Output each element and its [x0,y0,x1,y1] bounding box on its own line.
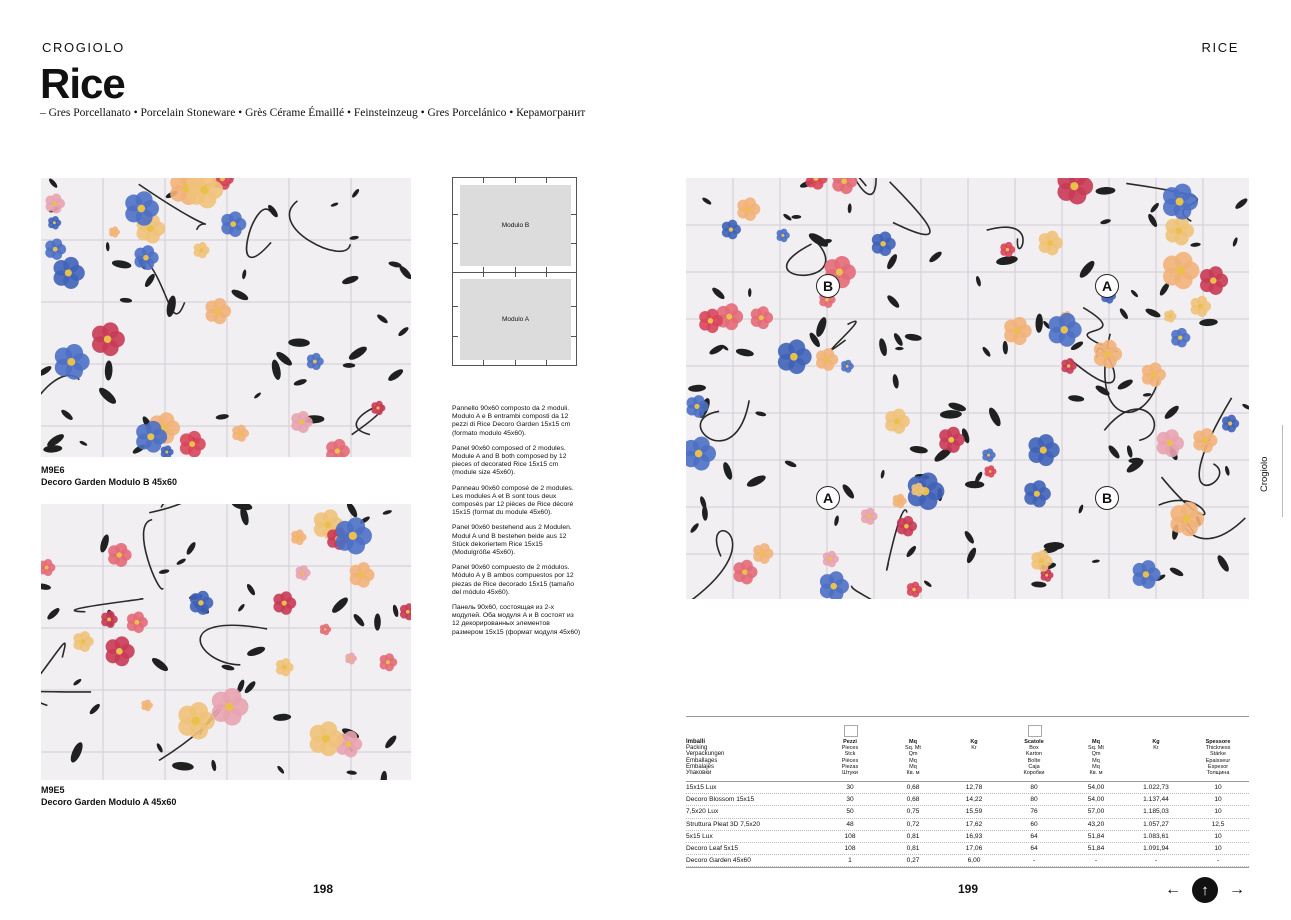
table-row [686,843,1249,855]
panel-caption-b [41,465,177,488]
table-cell: Decoro Leaf 5x15 [686,844,739,852]
table-cell: 50 [846,808,854,816]
table-cell: Decoro Garden 45x60 [686,857,751,865]
panel-image-modulo-a [41,504,411,780]
pieces-icon [844,725,858,737]
table-cell: 64 [1030,832,1038,840]
table-cell: 15x15 Lux [686,784,717,791]
table-cell: 1.185,03 [1143,808,1169,816]
page-number-right: 199 [958,882,979,896]
packing-header-line: Verpackungen [686,751,725,758]
description-de: Panel 90x60 bestehend aus 2 Modulen. Modul A und B bestehen beide aus 12 Stück dekoriertem Rice 15x15 (Modulgröße 45x60). [452,524,572,557]
table-cell: 17,06 [965,844,983,852]
table-cell: 51,84 [1087,844,1105,852]
table-cell: 54,00 [1087,784,1105,791]
table-cell: 0,75 [906,808,920,816]
column-header: Mq Sq. Mt Qm Mq Mq Кв. м [905,739,921,777]
packing-header-line: Emballages [686,757,718,764]
table-row [686,782,1249,794]
table-cell: - [1032,857,1036,865]
table-cell: 1 [848,857,852,865]
module-marker-a: A [1095,274,1119,298]
table-cell: 1.091,94 [1143,844,1169,852]
composed-panel-image [686,178,1249,599]
scroll-top-button[interactable]: ↑ [1192,877,1218,903]
description-fr: Panneau 90x60 composé de 2 modules. Les modules A et B sont tous deux composés par 12 pièces de Rice décoré 15x15 (format du module 45x60). [452,484,574,517]
table-cell: 0,81 [906,844,920,852]
packing-header-line: Imballi [686,739,706,745]
table-cell: 7,5x20 Lux [686,808,719,816]
module-layout-diagram [452,177,577,366]
packing-header-line: Embalajes [686,763,715,770]
collection-name: RICE [1201,40,1239,55]
table-cell: 10 [1214,808,1222,816]
page-number-left: 198 [313,882,334,896]
material-subtitle: – Gres Porcellanato • Porcelain Stoneware • Grès Cérame Émaillé • Feinsteinzeug • Gres Porcelánico • Керамогранит [40,107,586,119]
module-a-block: Modulo A [460,279,571,360]
table-cell: - [1094,857,1098,865]
table-body [686,782,1249,867]
next-page-button[interactable]: → [1229,881,1245,898]
description-it: Pannello 90x60 composto da 2 moduli. Modulo A e B entrambi composti da 12 pezzi di Rice Decoro Garden 15x15 cm (formato modulo 45x60). [452,405,571,437]
product-name: Decoro Garden Modulo A 45x60 [41,796,177,807]
column-header: Scatole Box Karton Boîte Caja Коробки [1023,739,1045,777]
table-cell: 108 [844,832,856,840]
module-marker-b: B [816,274,840,298]
table-cell: 108 [844,844,856,852]
brand-name: CROGIOLO [42,40,125,55]
table-cell: 43,20 [1087,820,1105,828]
table-cell: 30 [846,796,854,804]
product-code: M9E5 [41,785,65,795]
table-row [686,831,1249,843]
description-ru: Панель 90x60, состоящая из 2-х модулей. Оба модуля A и B состоят из 12 декорированных элементов размером 15x15 (формат модуля 45x60) [452,604,581,636]
table-cell: 1.057,27 [1143,820,1169,828]
table-cell: 64 [1030,844,1038,852]
table-cell: 54,00 [1087,796,1105,804]
product-name: Decoro Garden Modulo B 45x60 [41,476,178,487]
table-cell: 16,93 [965,832,983,840]
column-header: Spessore Thickness Stärke Epaisseur Espesor Толщина [1205,739,1231,777]
table-cell: - [1154,857,1158,865]
table-row [686,819,1249,831]
table-cell: 17,62 [965,820,983,828]
description-es: Panel 90x60 compuesto de 2 módulos. Módulo A y B ambos compuestos por 12 piezas de Rice decorado 15x15 (tamaño del módulo 45x60). [452,564,575,596]
table-row [686,794,1249,806]
box-icon [1028,725,1042,737]
table-cell: 80 [1030,796,1038,804]
table-row [686,806,1249,818]
packing-header-line: Packing [686,745,708,752]
packing-header-line: Упаковки [686,770,712,777]
panel-image-modulo-b [41,178,411,457]
packing-table [686,716,1249,868]
table-cell: 15,59 [965,808,983,816]
table-cell: 1.022,73 [1143,784,1169,791]
table-cell: 10 [1214,796,1222,804]
table-cell: 1.137,44 [1143,796,1169,804]
product-code: M9E6 [41,465,65,475]
table-cell: 12,78 [965,784,983,791]
table-cell: 10 [1214,784,1222,791]
table-cell: 1.083,61 [1143,832,1169,840]
table-cell: 76 [1030,808,1038,816]
table-cell: 30 [846,784,854,791]
column-header: Pezzi Pieces Stck Pièces Piezas Штуки [841,739,859,777]
side-tab-crogiolo[interactable] [1257,440,1275,500]
table-cell: 6,00 [967,857,981,865]
floral-pattern [686,178,1249,599]
table-cell: 57,00 [1087,808,1105,816]
table-cell: Struttura Pleat 3D 7,5x20 [686,820,761,828]
column-header: Kg Kr [970,739,978,752]
floral-pattern [41,504,411,780]
side-tab-label: Crogiolo [1259,456,1270,492]
table-row [686,855,1249,867]
table-cell: 14,22 [965,796,983,804]
module-marker-a: A [816,486,840,510]
module-marker-b: B [1095,486,1119,510]
table-header [686,717,1249,782]
prev-page-button[interactable]: ← [1165,881,1181,898]
table-cell: 5x15 Lux [686,832,713,840]
column-header: Mq Sq. Mt Qm Mq Mq Кв. м [1088,739,1104,777]
module-b-block: Modulo B [460,185,571,266]
table-cell: 0,68 [906,784,920,791]
table-cell: 51,84 [1087,832,1105,840]
table-cell: 12,5 [1211,820,1225,828]
floral-pattern [41,178,411,457]
table-cell: 0,72 [906,820,920,828]
table-cell: 10 [1214,832,1222,840]
table-cell: Decoro Blossom 15x15 [686,796,755,804]
page-title: Rice [40,60,125,107]
table-cell: 80 [1030,784,1038,791]
table-cell: 0,27 [906,857,920,865]
side-tab-edge [1282,425,1291,517]
table-cell: 10 [1214,844,1222,852]
column-header: Kg Kr [1152,739,1160,752]
description-en: Panel 90x60 composed of 2 modules. Module A and B both composed by 12 pieces of decorated Rice 15x15 cm (module size 45x60). [452,444,567,477]
table-cell: 0,81 [906,832,920,840]
table-cell: 60 [1030,820,1038,828]
packing-header-label [686,739,724,776]
panel-caption-a [41,785,176,808]
table-cell: 48 [846,820,854,828]
table-cell: 0,68 [906,796,920,804]
panel-description [452,405,582,644]
table-cell: - [1216,857,1220,865]
